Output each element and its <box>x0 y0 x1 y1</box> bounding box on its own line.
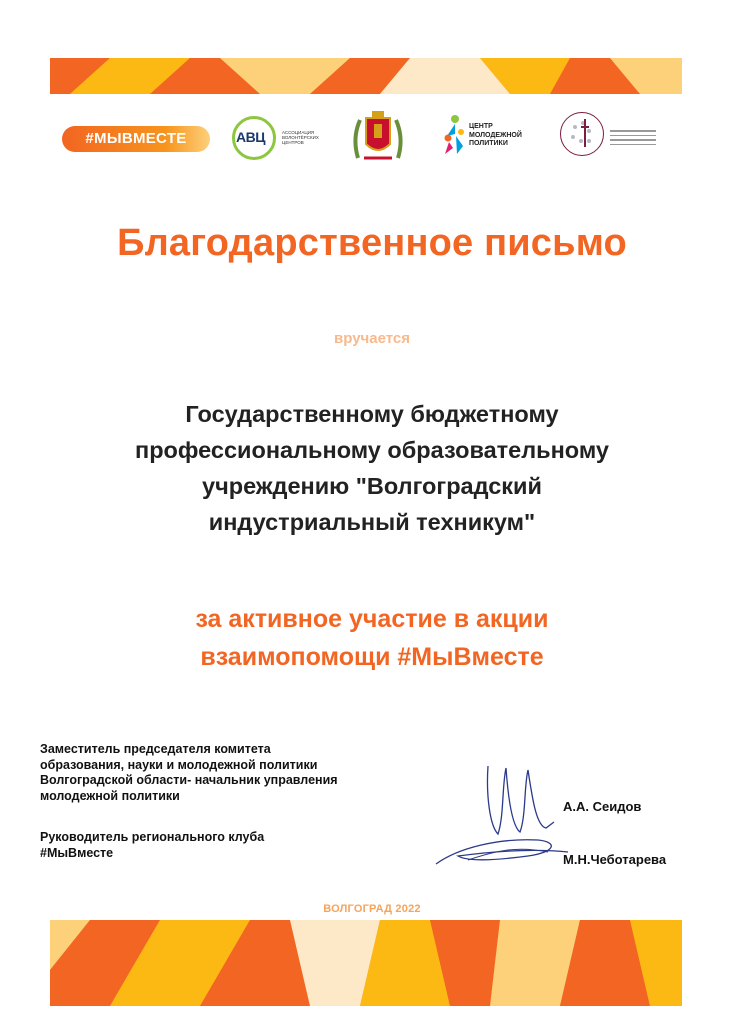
letter-title: Благодарственное письмо <box>117 222 627 264</box>
top-decorative-band <box>50 58 682 94</box>
second-signatory-name: М.Н.Чеботарева <box>563 852 667 867</box>
youth-center-figures-icon <box>443 114 467 158</box>
youth-center-name: ЦЕНТР МОЛОДЕЖНОЙ ПОЛИТИКИ <box>469 123 522 147</box>
avc-abbreviation: АВЦ <box>236 129 265 145</box>
partner-logos-row <box>60 108 680 168</box>
award-reason: за активное участие в акции взаимопомощи #МыВместе <box>195 605 549 671</box>
city-year: ВОЛГОГРАД 2022 <box>323 903 421 915</box>
coat-of-arms-icon <box>350 108 406 166</box>
youth-policy-center-logo <box>443 114 553 164</box>
given-label: вручается <box>334 330 410 347</box>
second-signatory-position: Руководитель регионального клуба #МыВместе <box>40 830 265 860</box>
avc-logo <box>232 114 332 164</box>
avc-full-name: АССОЦИАЦИЯ ВОЛОНТЁРСКИХ ЦЕНТРОВ <box>282 130 319 145</box>
handwritten-signature <box>428 756 578 876</box>
first-signatory-name: А.А. Сеидов <box>563 799 642 814</box>
bottom-decorative-band <box>50 920 682 1006</box>
volunteer-emblem-icon <box>560 112 604 156</box>
volunteer-logo-text-lines <box>610 130 656 148</box>
hashtag-logo: #МЫВМЕСТЕ <box>62 126 210 152</box>
recipient-name: Государственному бюджетному профессиональному образовательному учреждению "Волгоградский индустриальный техникум" <box>135 401 609 535</box>
first-signatory-position: Заместитель председателя комитета образования, науки и молодежной политики Волгоградской области- начальник управления молодежной политики <box>40 742 338 803</box>
volunteer-movement-logo <box>560 112 670 166</box>
